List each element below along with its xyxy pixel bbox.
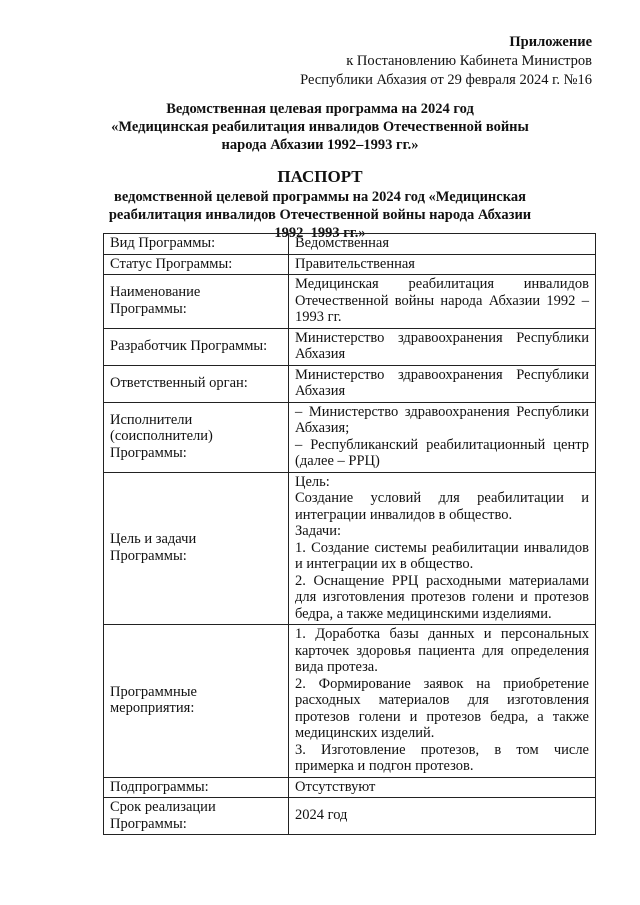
goals-label-line-1: Цель и задачи: [110, 531, 197, 548]
tasks-heading: Задачи:: [295, 523, 342, 539]
activity-3: 3. Изготовление протезов, в том числе примерка и подгон протезов.: [295, 741, 589, 774]
activity-1: 1. Доработка базы данных и персональных карточек здоровья пациента для определения вида протеза.: [295, 626, 589, 675]
name-label: [104, 275, 289, 329]
executor-1: – Министерство здравоохранения Республики Абхазия;: [295, 403, 589, 436]
appendix-header: [300, 33, 592, 90]
table-row-subprograms: [104, 777, 596, 798]
goals-label: [104, 472, 289, 625]
executor-2: – Республиканский реабилитационный центр (далее – РРЦ): [295, 436, 589, 469]
responsible-label: Ответственный орган:: [104, 365, 289, 402]
type-label: Вид Программы:: [104, 234, 289, 255]
subprograms-label: Подпрограммы:: [104, 777, 289, 798]
activities-value: [289, 625, 596, 778]
passport-heading: ПАСПОРТ: [277, 167, 363, 186]
passport-table: [103, 233, 596, 835]
executors-label: [104, 402, 289, 472]
executors-label-line-1: Исполнители: [110, 411, 193, 428]
passport-heading-block: [0, 166, 640, 242]
goal-heading: Цель:: [295, 473, 330, 490]
name-label-line-2: Программы:: [110, 300, 187, 317]
program-title-line-1: Ведомственная целевая программа на 2024 год: [166, 101, 474, 117]
task-1: 1. Создание системы реабилитации инвалидов и интеграции их в общество.: [295, 539, 589, 572]
activities-label: [104, 625, 289, 778]
activities-label-line-1: Программные: [110, 683, 197, 700]
appendix-title: Приложение: [509, 34, 592, 50]
passport-line-2: реабилитация инвалидов Отечественной войны народа Абхазии: [108, 207, 532, 223]
term-label: [104, 798, 289, 835]
table-row-responsible: [104, 365, 596, 402]
table-row-executors: [104, 402, 596, 472]
passport-line-3: 1992–1993 гг.»: [274, 225, 366, 241]
program-title-line-2: «Медицинская реабилитация инвалидов Отечественной войны: [111, 119, 529, 135]
status-value: Правительственная: [289, 254, 596, 275]
table-row-activities: [104, 625, 596, 778]
program-title: [0, 100, 640, 154]
status-label: Статус Программы:: [104, 254, 289, 275]
term-label-line-1: Срок реализации: [110, 799, 216, 815]
goal-text: Создание условий для реабилитации и интеграции инвалидов в общество.: [295, 490, 589, 523]
appendix-line-2: к Постановлению Кабинета Министров: [346, 53, 592, 69]
goals-value: [289, 472, 596, 625]
table-row-goals: [104, 472, 596, 625]
term-label-line-2: Программы:: [110, 815, 187, 832]
goals-label-line-2: Программы:: [110, 547, 187, 564]
executors-value: [289, 402, 596, 472]
program-title-line-3: народа Абхазии 1992–1993 гг.»: [221, 137, 419, 153]
task-2: 2. Оснащение РРЦ расходными материалами для изготовления протезов голени и протезов бедра, а также медицинскими изделиями.: [295, 572, 589, 622]
name-value: Медицинская реабилитация инвалидов Отечественной войны народа Абхазии 1992 – 1993 гг.: [289, 275, 596, 329]
developer-label: Разработчик Программы:: [104, 328, 289, 365]
type-value: Ведомственная: [289, 234, 596, 255]
developer-value: Министерство здравоохранения Республики Абхазия: [289, 328, 596, 365]
name-label-line-1: Наименование: [110, 284, 201, 301]
appendix-line-3: Республики Абхазия от 29 февраля 2024 г. №16: [300, 72, 592, 88]
table-row-developer: [104, 328, 596, 365]
executors-label-line-3: Программы:: [110, 444, 187, 461]
responsible-value: Министерство здравоохранения Республики Абхазия: [289, 365, 596, 402]
table-row-name: [104, 275, 596, 329]
table-row-term: [104, 798, 596, 835]
subprograms-value: Отсутствуют: [289, 777, 596, 798]
table-row-status: [104, 254, 596, 275]
executors-label-line-2: (соисполнители): [110, 428, 213, 445]
table-row-type: [104, 234, 596, 255]
activities-label-line-2: мероприятия:: [110, 700, 195, 717]
term-value: 2024 год: [289, 798, 596, 835]
passport-line-1: ведомственной целевой программы на 2024 год «Медицинская: [114, 189, 526, 205]
activity-2: 2. Формирование заявок на приобретение расходных материалов для изготовления протезов голени и протезов бедра, а также медицинских изделий.: [295, 675, 589, 741]
